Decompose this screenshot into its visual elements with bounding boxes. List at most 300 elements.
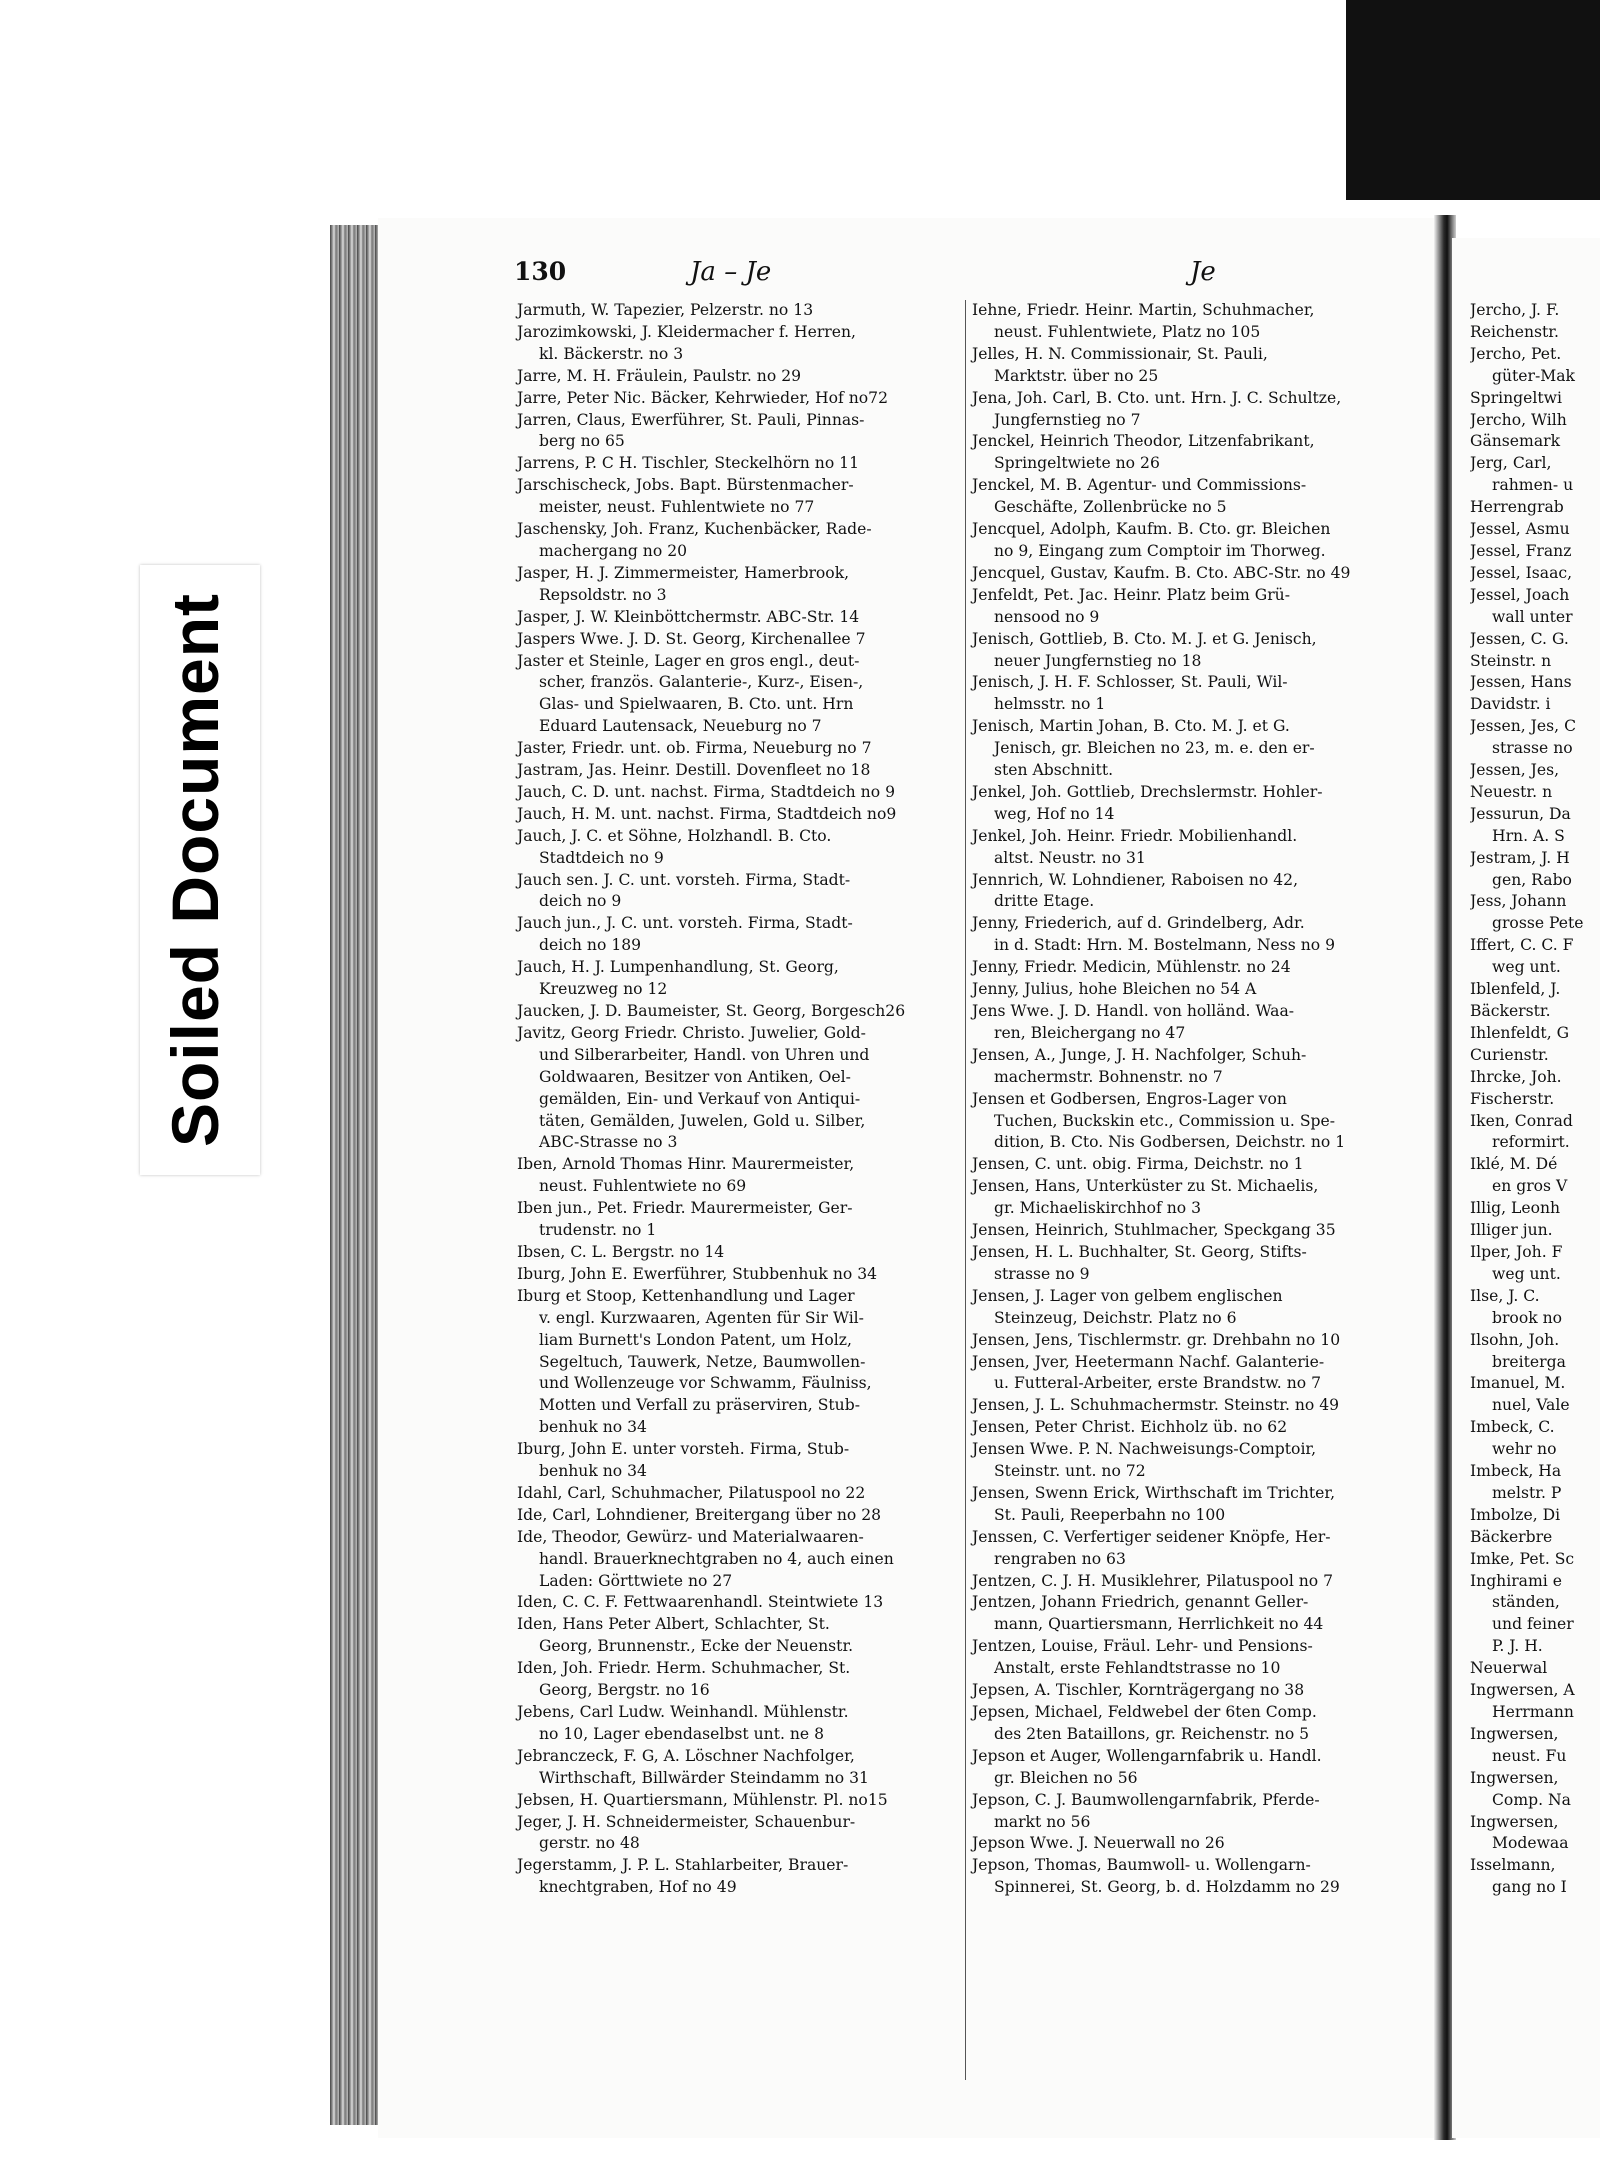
facing-page-line: Imanuel, M. [1470,1374,1566,1393]
entry-continuation-line: Anstalt, erste Fehlandtstrasse no 10 [994,1659,1281,1678]
directory-entry [972,300,1427,344]
entry-name-line: Jenny, Julius, hohe Bleichen no 54 A [972,980,1257,999]
directory-entry [517,1001,972,1023]
directory-entry [517,1198,972,1242]
directory-entry [517,1614,972,1658]
entry-name-line: Jauch, H. J. Lumpenhandlung, St. Georg, [517,958,839,977]
directory-entry [972,585,1427,629]
directory-entry [517,870,972,914]
entry-name-line: Ide, Theodor, Gewürz- und Materialwaaren- [517,1527,864,1546]
facing-page-line: Reichenstr. [1470,322,1559,341]
facing-page-line: Jerg, Carl, [1470,454,1552,473]
directory-column-left [517,300,972,1899]
entry-name-line: Iben jun., Pet. Friedr. Maurermeister, Ger- [517,1199,853,1218]
facing-page-line: wall unter [1492,607,1573,626]
facing-page-line: Fischerstr. [1470,1089,1555,1108]
entry-continuation-line: helmsstr. no 1 [994,695,1106,714]
entry-name-line: Jenckel, Heinrich Theodor, Litzenfabrikant, [972,432,1315,451]
entry-name-line: Jarrens, P. C H. Tischler, Steckelhörn no 11 [517,454,860,473]
entry-continuation-line: v. engl. Kurzwaaren, Agenten für Sir Wil- [539,1308,864,1327]
directory-entry [972,1417,1427,1439]
facing-page-line: Jessel, Joach [1470,585,1570,604]
entry-name-line: Idahl, Carl, Schuhmacher, Pilatuspool no 22 [517,1483,866,1502]
facing-page-line: strasse no [1492,739,1573,758]
entry-name-line: Jepson, C. J. Baumwollengarnfabrik, Pferde- [972,1790,1320,1809]
entry-name-line: Jennrich, W. Lohndiener, Raboisen no 42, [972,870,1299,889]
facing-page-line: Ingwersen, [1470,1812,1559,1831]
facing-page-line: gen, Rabo [1492,870,1572,889]
entry-continuation-line: liam Burnett's London Patent, um Holz, [539,1330,852,1349]
entry-name-line: Jenkel, Joh. Gottlieb, Drechslermstr. Hohler- [972,782,1323,801]
soiled-document-text: Soiled Document [158,592,232,1148]
entry-name-line: Jenisch, Gottlieb, B. Cto. M. J. et G. Jenisch, [972,629,1317,648]
entry-continuation-line: Jenisch, gr. Bleichen no 23, m. e. den er- [994,739,1315,758]
facing-page-line: Comp. Na [1492,1790,1571,1809]
facing-page-line: Ingwersen, A [1470,1681,1575,1700]
entry-continuation-line: gr. Michaeliskirchhof no 3 [994,1199,1202,1218]
entry-continuation-line: dition, B. Cto. Nis Godbersen, Deichstr. no 1 [994,1133,1346,1152]
directory-entry [517,1439,972,1483]
directory-entry [517,651,972,739]
facing-page-line: Steinstr. n [1470,651,1552,670]
facing-page-line: Bäckerbre [1470,1527,1553,1546]
entry-name-line: Jarschischeck, Jobs. Bapt. Bürstenmacher- [517,476,854,495]
entry-continuation-line: ren, Bleichergang no 47 [994,1023,1186,1042]
facing-page-line: Iblenfeld, J. [1470,980,1561,999]
entry-name-line: Jastram, Jas. Heinr. Destill. Dovenfleet no 18 [517,761,871,780]
facing-page-line: Jercho, Wilh [1470,410,1567,429]
entry-continuation-line: weg, Hof no 14 [994,804,1115,823]
directory-entry [517,607,972,629]
entry-continuation-line: benhuk no 34 [539,1462,647,1481]
entry-name-line: Jensen et Godbersen, Engros-Lager von [972,1089,1287,1108]
entry-continuation-line: des 2ten Bataillons, gr. Reichenstr. no 5 [994,1724,1310,1743]
facing-page-line: güter-Mak [1492,366,1575,385]
directory-entry [972,1571,1427,1593]
entry-continuation-line: kl. Bäckerstr. no 3 [539,344,684,363]
directory-entry [972,826,1427,870]
column-divider [965,300,966,2080]
entry-continuation-line: knechtgraben, Hof no 49 [539,1878,737,1897]
facing-page-line: Ihlenfeldt, G [1470,1023,1570,1042]
facing-page-line: Jercho, Pet. [1470,344,1562,363]
directory-entry [517,1790,972,1812]
facing-page-line: Inghirami e [1470,1571,1562,1590]
entry-name-line: Jepsen, A. Tischler, Kornträgergang no 38 [972,1681,1305,1700]
entry-name-line: Iden, C. C. F. Fettwaarenhandl. Steintwiete 13 [517,1593,884,1612]
entry-name-line: Jencquel, Adolph, Kaufm. B. Cto. gr. Bleichen [972,520,1331,539]
facing-page-line: Imbeck, C. [1470,1418,1555,1437]
directory-entry [972,1045,1427,1089]
entry-name-line: Jaschensky, Joh. Franz, Kuchenbäcker, Rade- [517,520,872,539]
entry-continuation-line: machermstr. Bohnenstr. no 7 [994,1067,1223,1086]
directory-entry [972,913,1427,957]
entry-name-line: Jebsen, H. Quartiersmann, Mühlenstr. Pl. no15 [517,1790,888,1809]
directory-entry [972,1680,1427,1702]
directory-entry [972,1483,1427,1527]
directory-entry [972,1220,1427,1242]
facing-page-line: Ingwersen, [1470,1724,1559,1743]
directory-entry [517,1505,972,1527]
book-spine-edge [330,225,378,2125]
directory-entry [972,1330,1427,1352]
entry-name-line: Jensen Wwe. P. N. Nachweisungs-Comptoir, [972,1440,1317,1459]
entry-continuation-line: Segeltuch, Tauwerk, Netze, Baumwollen- [539,1352,866,1371]
directory-entry [517,1023,972,1154]
entry-continuation-line: Motten und Verfall zu präserviren, Stub- [539,1396,860,1415]
facing-page-line: melstr. P [1492,1483,1562,1502]
entry-continuation-line: strasse no 9 [994,1264,1090,1283]
running-head-right: Je [1190,257,1216,287]
entry-name-line: Jaspers Wwe. J. D. St. Georg, Kirchenallee 7 [517,629,866,648]
entry-continuation-line: Spinnerei, St. Georg, b. d. Holzdamm no 29 [994,1878,1340,1897]
facing-page-line: Jess, Johann [1470,892,1567,911]
entry-name-line: Jarre, Peter Nic. Bäcker, Kehrwieder, Hof no72 [517,388,888,407]
directory-entry [517,1592,972,1614]
entry-continuation-line: täten, Gemälden, Juwelen, Gold u. Silber, [539,1111,866,1130]
facing-page-line: Jessen, Jes, [1470,761,1560,780]
facing-page-line: Bäckerstr. [1470,1002,1551,1020]
directory-entry [517,1855,972,1899]
entry-continuation-line: Laden: Görttwiete no 27 [539,1571,733,1590]
facing-page-line: Ihrcke, Joh. [1470,1067,1562,1086]
directory-entry [517,738,972,760]
entry-continuation-line: Steinstr. unt. no 72 [994,1462,1146,1481]
directory-entry [517,629,972,651]
entry-name-line: Jaster, Friedr. unt. ob. Firma, Neueburg no 7 [517,739,872,758]
directory-entry [517,322,972,366]
entry-name-line: Jenckel, M. B. Agentur- und Commissions- [972,476,1307,495]
directory-entry [972,1592,1427,1636]
entry-name-line: Iehne, Friedr. Heinr. Martin, Schuhmacher, [972,301,1315,319]
facing-page-line: Jessen, Hans [1470,673,1572,692]
facing-page-line: Jessurun, Da [1470,804,1571,823]
directory-entry [972,1352,1427,1396]
entry-continuation-line: Springeltwiete no 26 [994,454,1160,473]
facing-page-line: wehr no [1492,1440,1557,1459]
page-number: 130 [514,257,567,286]
entry-name-line: Jensen, Jens, Tischlermstr. gr. Drehbahn no 10 [972,1330,1341,1349]
facing-page-line: nuel, Vale [1492,1396,1570,1415]
entry-name-line: Jensen, H. L. Buchhalter, St. Georg, Stifts- [972,1242,1307,1261]
entry-continuation-line: Stadtdeich no 9 [539,848,664,867]
entry-continuation-line: in d. Stadt: Hrn. M. Bostelmann, Ness no 9 [994,936,1336,955]
entry-name-line: Jarmuth, W. Tapezier, Pelzerstr. no 13 [517,301,814,319]
directory-entry [972,1746,1427,1790]
entry-continuation-line: mann, Quartiersmann, Herrlichkeit no 44 [994,1615,1324,1634]
entry-name-line: Iburg, John E. Ewerführer, Stubbenhuk no 34 [517,1264,878,1283]
entry-name-line: Javitz, Georg Friedr. Christo. Juwelier, Gold- [517,1023,866,1042]
directory-entry [972,1286,1427,1330]
entry-name-line: Iden, Hans Peter Albert, Schlachter, St. [517,1615,830,1634]
page-edge [1340,0,1346,200]
facing-page-line: Jercho, J. F. [1470,301,1560,319]
directory-entry [517,913,972,957]
directory-entry [972,344,1427,388]
facing-page-line: Modewaa [1492,1834,1569,1853]
dark-corner [1340,0,1600,200]
directory-entry [972,716,1427,782]
directory-entry [972,1833,1427,1855]
entry-continuation-line: und Wollenzeuge vor Schwamm, Fäulniss, [539,1374,872,1393]
entry-name-line: Jepson Wwe. J. Neuerwall no 26 [972,1834,1225,1853]
entry-name-line: Jasper, J. W. Kleinböttchermstr. ABC-Str. 14 [517,607,860,626]
facing-page-line: Jestram, J. H [1470,848,1570,867]
entry-name-line: Jebens, Carl Ludw. Weinhandl. Mühlenstr. [517,1703,849,1721]
entry-continuation-line: benhuk no 34 [539,1418,647,1437]
facing-page-line: Jessel, Franz [1470,541,1572,560]
directory-entry [517,760,972,782]
facing-page-line: neust. Fu [1492,1746,1567,1765]
facing-page-line: Ilse, J. C. [1470,1286,1540,1305]
directory-entry [972,1089,1427,1155]
directory-entry [517,388,972,410]
entry-name-line: Jentzen, C. J. H. Musiklehrer, Pilatuspool no 7 [972,1571,1334,1590]
facing-page-line: Herrmann [1492,1703,1574,1721]
entry-name-line: Jauch, J. C. et Söhne, Holzhandl. B. Cto. [517,826,832,845]
entry-name-line: Jaster et Steinle, Lager en gros engl., deut- [517,651,860,670]
facing-page-line: Davidstr. i [1470,695,1551,714]
directory-entry [972,1154,1427,1176]
entry-name-line: Jauch sen. J. C. unt. vorsteh. Firma, Stadt- [517,870,851,889]
directory-entry [972,563,1427,585]
facing-page-line: ständen, [1492,1593,1560,1612]
entry-name-line: Jensen, Jver, Heetermann Nachf. Galanterie- [972,1352,1325,1371]
entry-name-line: Jauch jun., J. C. unt. vorsteh. Firma, Stadt- [517,914,853,933]
entry-continuation-line: trudenstr. no 1 [539,1221,657,1240]
facing-page-line: Jessel, Asmu [1470,520,1570,539]
directory-entry [972,870,1427,914]
entry-continuation-line: neuer Jungfernstieg no 18 [994,651,1202,670]
facing-page-line: Hrn. A. S [1492,826,1565,845]
directory-entry [517,563,972,607]
entry-continuation-line: sten Abschnitt. [994,761,1114,780]
directory-entry [972,475,1427,519]
directory-entry [972,1439,1427,1483]
directory-entry [517,782,972,804]
entry-continuation-line: dritte Etage. [994,892,1095,911]
facing-page-line: rahmen- u [1492,476,1574,495]
facing-page-line: Ilsohn, Joh. [1470,1330,1560,1349]
facing-page-line: Iffert, C. C. F [1470,936,1574,955]
entry-continuation-line: Eduard Lautensack, Neueburg no 7 [539,717,822,736]
directory-entry [517,1483,972,1505]
entry-name-line: Jepson et Auger, Wollengarnfabrik u. Handl. [972,1746,1322,1765]
entry-continuation-line: neust. Fuhlentwiete no 69 [539,1177,747,1196]
entry-continuation-line: berg no 65 [539,432,625,451]
entry-name-line: Jelles, H. N. Commissionair, St. Pauli, [972,344,1268,363]
entry-continuation-line: altst. Neustr. no 31 [994,848,1146,867]
directory-entry [517,826,972,870]
entry-continuation-line: u. Futteral-Arbeiter, erste Brandstw. no 7 [994,1374,1322,1393]
facing-page-line: Jessel, Isaac, [1470,563,1573,582]
directory-entry [517,475,972,519]
directory-entry [972,431,1427,475]
facing-page-line: Herrengrab [1470,498,1564,517]
directory-entry [517,1702,972,1746]
entry-name-line: Ide, Carl, Lohndiener, Breitergang über no 28 [517,1505,882,1524]
entry-continuation-line: scher, französ. Galanterie-, Kurz-, Eisen-, [539,673,864,692]
entry-name-line: Jena, Joh. Carl, B. Cto. unt. Hrn. J. C. Schultze, [972,388,1342,407]
entry-name-line: Jebranczeck, F. G, A. Löschner Nachfolger, [517,1746,855,1765]
facing-page-line: Illiger jun. [1470,1221,1553,1240]
facing-page-line: Iklé, M. Dé [1470,1155,1558,1174]
entry-name-line: Jenfeldt, Pet. Jac. Heinr. Platz beim Grü- [972,585,1290,604]
facing-page-line: breiterga [1492,1352,1566,1371]
directory-entry [972,1855,1427,1899]
entry-name-line: Jenny, Friedr. Medicin, Mühlenstr. no 24 [972,958,1291,977]
directory-entry [972,1790,1427,1834]
entry-name-line: Jepson, Thomas, Baumwoll- u. Wollengarn- [972,1856,1311,1875]
entry-continuation-line: rengraben no 63 [994,1549,1126,1568]
directory-entry [972,1702,1427,1746]
facing-page-line: Neuestr. n [1470,782,1553,801]
directory-entry [972,388,1427,432]
entry-continuation-line: ABC-Strasse no 3 [539,1133,678,1152]
facing-page-line: en gros V [1492,1177,1568,1196]
running-head-left: Ja – Je [690,257,772,287]
directory-entry [517,453,972,475]
facing-page-line: weg unt. [1492,1264,1561,1283]
entry-name-line: Jasper, H. J. Zimmermeister, Hamerbrook, [517,563,850,582]
directory-entry [517,1527,972,1593]
entry-name-line: Jensen, Peter Christ. Eichholz üb. no 62 [972,1418,1288,1437]
directory-entry [517,1242,972,1264]
facing-page-line: Jessen, Jes, C [1470,717,1576,736]
entry-name-line: Jens Wwe. J. D. Handl. von holländ. Waa- [972,1002,1295,1020]
facing-page-line: Neuerwal [1470,1659,1548,1678]
entry-continuation-line: Glas- und Spielwaaren, B. Cto. unt. Hrn [539,695,854,714]
entry-continuation-line: gerstr. no 48 [539,1834,640,1853]
entry-continuation-line: markt no 56 [994,1812,1091,1831]
entry-name-line: Jauch, H. M. unt. nachst. Firma, Stadtdeich no9 [517,804,897,823]
entry-continuation-line: neust. Fuhlentwiete, Platz no 105 [994,322,1261,341]
entry-continuation-line: St. Pauli, Reeperbahn no 100 [994,1505,1226,1524]
entry-name-line: Jensen, J. L. Schuhmachermstr. Steinstr. no 49 [972,1396,1340,1415]
entry-name-line: Iden, Joh. Friedr. Herm. Schuhmacher, St. [517,1659,851,1678]
facing-page-line: P. J. H. [1492,1637,1543,1656]
facing-page-line: reformirt. [1492,1133,1570,1152]
entry-continuation-line: gr. Bleichen no 56 [994,1768,1138,1787]
facing-page-line: Illig, Leonh [1470,1199,1561,1218]
directory-entry [517,366,972,388]
entry-continuation-line: und Silberarbeiter, Handl. von Uhren und [539,1045,870,1064]
entry-continuation-line: Jungfernstieg no 7 [994,410,1141,429]
directory-entry [972,1527,1427,1571]
entry-continuation-line: Tuchen, Buckskin etc., Commission u. Spe- [994,1111,1336,1130]
directory-entry [972,629,1427,673]
directory-entry [972,957,1427,979]
entry-name-line: Jenny, Friederich, auf d. Grindelberg, Adr. [972,914,1305,933]
directory-entry [972,979,1427,1001]
directory-entry [517,1264,972,1286]
directory-entry [972,672,1427,716]
entry-continuation-line: Geschäfte, Zollenbrücke no 5 [994,498,1227,517]
entry-name-line: Jaucken, J. D. Baumeister, St. Georg, Borgesch26 [517,1002,906,1020]
entry-continuation-line: gemälden, Ein- und Verkauf von Antiqui- [539,1089,861,1108]
directory-entry [517,804,972,826]
facing-page-line: weg unt. [1492,958,1561,977]
directory-entry [972,782,1427,826]
entry-continuation-line: Georg, Bergstr. no 16 [539,1681,710,1700]
directory-entry [972,1176,1427,1220]
facing-page-line: grosse Pete [1492,914,1584,933]
entry-continuation-line: deich no 189 [539,936,642,955]
entry-name-line: Jensen, J. Lager von gelbem englischen [972,1286,1283,1305]
entry-name-line: Iburg et Stoop, Kettenhandlung und Lager [517,1286,855,1305]
entry-name-line: Jarozimkowski, J. Kleidermacher f. Herren, [517,322,856,341]
facing-page-line: Imke, Pet. Sc [1470,1549,1575,1568]
entry-name-line: Jensen, C. unt. obig. Firma, Deichstr. no 1 [972,1155,1304,1174]
entry-continuation-line: no 10, Lager ebendaselbst unt. ne 8 [539,1724,825,1743]
facing-page-line: Ilper, Joh. F [1470,1242,1563,1261]
entry-name-line: Jentzen, Louise, Fräul. Lehr- und Pensions- [972,1637,1313,1656]
facing-page-line: Curienstr. [1470,1045,1549,1064]
entry-name-line: Iben, Arnold Thomas Hinr. Maurermeister, [517,1155,855,1174]
entry-name-line: Jencquel, Gustav, Kaufm. B. Cto. ABC-Str. no 49 [972,563,1351,582]
entry-name-line: Iburg, John E. unter vorsteh. Firma, Stub- [517,1440,850,1459]
entry-continuation-line: machergang no 20 [539,541,688,560]
facing-page-line: Jessen, C. G. [1470,629,1569,648]
entry-name-line: Ibsen, C. L. Bergstr. no 14 [517,1242,725,1261]
facing-page-line: Springeltwi [1470,388,1562,407]
directory-entry [517,1154,972,1198]
entry-name-line: Jensen, Swenn Erick, Wirthschaft im Trichter, [972,1483,1336,1502]
facing-page-line: gang no I [1492,1878,1567,1897]
directory-entry [517,410,972,454]
entry-continuation-line: Repsoldstr. no 3 [539,585,667,604]
entry-continuation-line: Goldwaaren, Besitzer von Antiken, Oel- [539,1067,851,1086]
facing-page-line: Ingwersen, [1470,1768,1559,1787]
entry-name-line: Jarren, Claus, Ewerführer, St. Pauli, Pinnas- [517,410,865,429]
directory-entry [972,1242,1427,1286]
directory-entry [517,1286,972,1439]
directory-entry [972,1636,1427,1680]
entry-name-line: Jenssen, C. Verfertiger seidener Knöpfe, Her- [972,1527,1331,1546]
entry-name-line: Jarre, M. H. Fräulein, Paulstr. no 29 [517,366,802,385]
entry-name-line: Jensen, Hans, Unterküster zu St. Michaelis, [972,1177,1319,1196]
entry-continuation-line: Wirthschaft, Billwärder Steindamm no 31 [539,1768,869,1787]
entry-name-line: Jauch, C. D. unt. nachst. Firma, Stadtdeich no 9 [517,782,895,801]
entry-continuation-line: Marktstr. über no 25 [994,366,1159,385]
directory-entry [517,1812,972,1856]
entry-name-line: Jenkel, Joh. Heinr. Friedr. Mobilienhandl. [972,826,1298,845]
facing-page-line: Gänsemark [1470,432,1561,451]
directory-entry [517,1658,972,1702]
entry-name-line: Jeger, J. H. Schneidermeister, Schauenbur- [517,1812,856,1831]
entry-continuation-line: Kreuzweg no 12 [539,980,668,999]
facing-page-line: Iken, Conrad [1470,1111,1573,1130]
directory-entry [972,1001,1427,1045]
entry-name-line: Jensen, A., Junge, J. H. Nachfolger, Schuh- [972,1045,1307,1064]
directory-entry [517,957,972,1001]
entry-continuation-line: no 9, Eingang zum Comptoir im Thorweg. [994,541,1326,560]
directory-column-right [972,300,1427,1899]
facing-page-line: Imbolze, Di [1470,1505,1561,1524]
facing-page-line: Isselmann, [1470,1856,1556,1875]
entry-name-line: Jenisch, Martin Johan, B. Cto. M. J. et G. [972,717,1290,736]
entry-continuation-line: deich no 9 [539,892,622,911]
facing-page-column [1470,300,1600,1899]
entry-name-line: Jegerstamm, J. P. L. Stahlarbeiter, Brauer- [517,1856,849,1875]
directory-entry [517,300,972,322]
directory-entry [517,519,972,563]
facing-page-line: und feiner [1492,1615,1574,1634]
entry-name-line: Jensen, Heinrich, Stuhlmacher, Speckgang 35 [972,1221,1336,1240]
entry-continuation-line: Steinzeug, Deichstr. Platz no 6 [994,1308,1237,1327]
entry-name-line: Jentzen, Johann Friedrich, genannt Geller- [972,1593,1309,1612]
entry-continuation-line: nensood no 9 [994,607,1100,626]
